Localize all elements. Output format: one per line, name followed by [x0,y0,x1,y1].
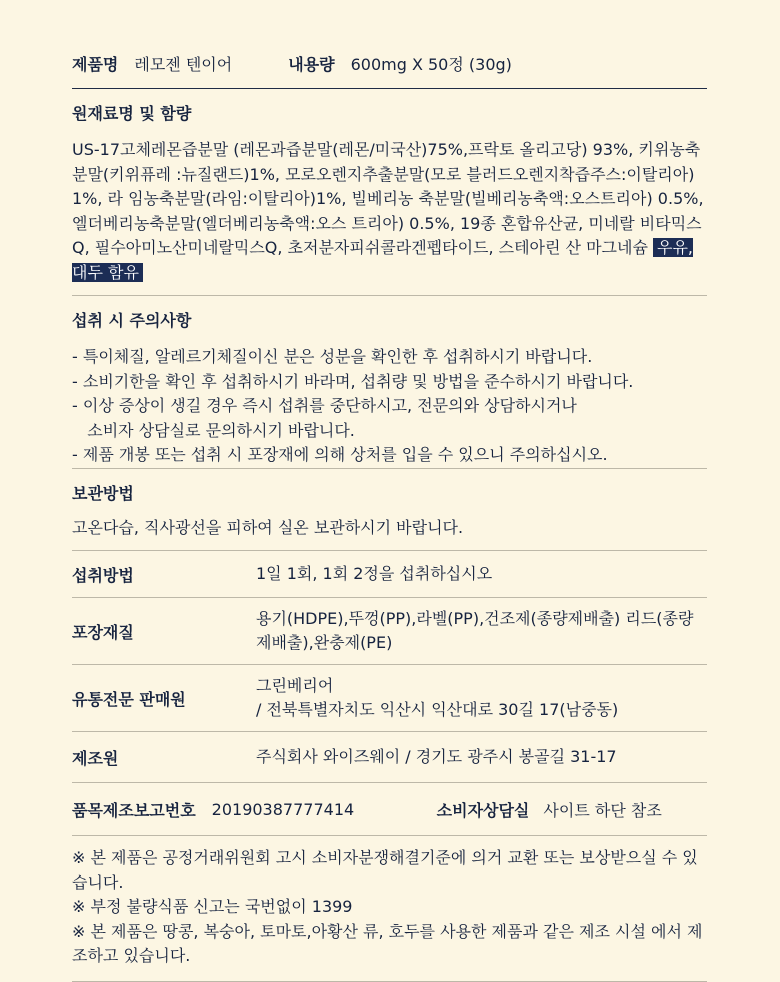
note-item: ※ 부정 불량식품 신고는 국번없이 1399 [72,897,353,916]
report-label: 품목제조보고번호 [72,800,196,820]
notes-section [72,836,707,982]
precautions-title: 섭취 시 주의사항 [72,311,192,330]
storage-text: 고온다습, 직사광선을 피하여 실온 보관하시기 바랍니다. [72,517,464,537]
storage-section [72,469,707,552]
storage-title: 보관방법 [72,483,134,503]
product-name-label: 제품명 [72,54,119,74]
precaution-item: - 제품 개봉 또는 섭취 시 포장재에 의해 상처를 입을 수 있으니 주의하십시오. [72,445,608,464]
precaution-item: - 특이체질, 알레르기체질이신 분은 성분을 확인한 후 섭취하시기 바랍니다. [72,347,593,366]
detail-value: 용기(HDPE),뚜껑(PP),라벨(PP),건조제(종량제배출) 리드(종량제배출),완충제(PE) [256,609,694,652]
distributor-address: / 전북특별자치도 익산시 익산대로 30길 17(남중동) [256,700,619,719]
volume-label: 내용량 [288,54,335,74]
ingredients-text [72,124,707,295]
product-name: 레모젠 텐이어 [134,54,233,74]
detail-row-intake [72,551,707,598]
precaution-item: 소비자 상담실로 문의하시기 바랍니다. [72,420,355,440]
detail-row-distributor [72,665,707,732]
precautions-section [72,296,707,469]
volume-value: 600mg X 50정 (30g) [350,54,512,74]
report-row [72,783,707,836]
consult-label: 소비자상담실 [436,800,530,820]
consult-value: 사이트 하단 참조 [543,800,662,820]
ingredients-list: US-17고체레몬즙분말 (레몬과즙분말(레몬/미국산)75%,프락토 올리고당) 93%, 키위농축분말(키위퓨레 :뉴질랜드)1%, 모로오렌지추출분말(모로 블러드오렌지착즙주스:이탈리아) 1%, 라 임농축분말(라임:이탈리아)1%, 빌베리농 축분말(빌베리농축액:오스트리아) 0.5%, 엘더베리농축분말(엘더베리농축액:오스 트리아) 0.5%, 19종 혼합유산균, 미네랄 비타믹스Q, 필수아미노산미네랄믹스Q, 초저분자피쉬콜라겐펩타이드, 스테아린 산 마그네슘 [72,140,704,257]
allergen-highlight: 우유, 대두 함유 [72,238,694,282]
note-item: ※ 본 제품은 공정거래위원회 고시 소비자분쟁해결기준에 의거 교환 또는 보상받으실 수 있습니다. [72,848,698,892]
product-header [72,38,707,89]
precautions-list [72,331,707,468]
detail-label: 포장재질 [72,622,134,642]
precaution-item: - 소비기한을 확인 후 섭취하시기 바라며, 섭취량 및 방법을 준수하시기 바랍니다. [72,371,634,391]
ingredients-section [72,89,707,296]
note-item: ※ 본 제품은 땅콩, 복숭아, 토마토,아황산 류, 호두를 사용한 제품과 같은 제조 시설 에서 제조하고 있습니다. [72,921,703,965]
detail-label: 섭취방법 [72,565,134,585]
product-info-sheet [72,38,707,982]
detail-value: 1일 1회, 1회 2정을 섭취하십시오 [256,564,493,583]
detail-label: 유통전문 판매원 [72,689,186,709]
detail-label: 제조원 [72,748,119,768]
ingredients-title: 원재료명 및 함량 [72,104,192,123]
report-number: 20190387777414 [211,799,355,819]
detail-value [256,674,707,722]
detail-value: 주식회사 와이즈웨이 / 경기도 광주시 봉골길 31-17 [256,747,617,766]
distributor-name: 그린베리어 [256,676,334,695]
precaution-item: - 이상 증상이 생길 경우 즉시 섭취를 중단하시고, 전문의와 상담하시거나 [72,396,577,415]
detail-row-packaging [72,598,707,665]
detail-row-manufacturer [72,732,707,783]
